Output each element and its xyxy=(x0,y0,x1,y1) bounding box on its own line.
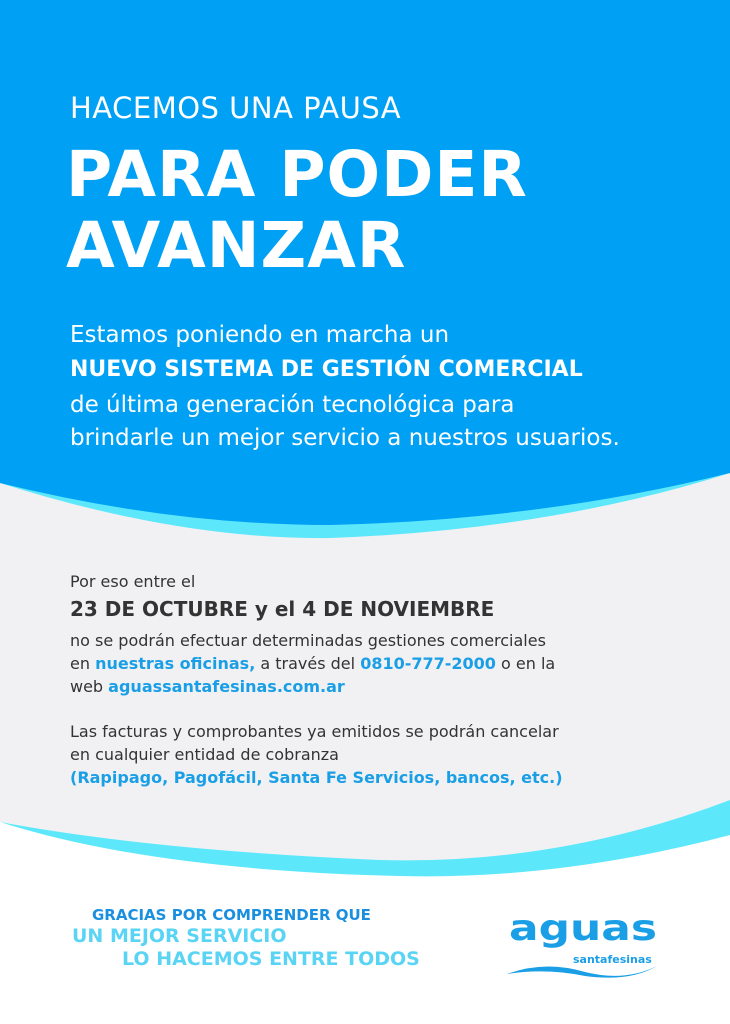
text: en xyxy=(70,654,96,673)
text: a través del xyxy=(255,654,361,673)
text: o en la xyxy=(495,654,556,673)
intro-line-3: de última generación tecnológica para xyxy=(70,392,515,418)
notice-dates: 23 DE OCTUBRE y el 4 DE NOVIEMBRE xyxy=(70,597,495,621)
notice-line-2 xyxy=(70,655,555,673)
logo-wave-icon xyxy=(507,966,657,978)
notice-line-1: no se podrán efectuar determinadas gestiones comerciales xyxy=(70,631,546,650)
notice-line-3 xyxy=(70,678,345,696)
headline-line-2: AVANZAR xyxy=(66,209,407,282)
headline-line-1: PARA PODER xyxy=(66,138,528,211)
thanks-line-2: UN MEJOR SERVICIO xyxy=(72,925,287,947)
logo-main-text: aguas xyxy=(509,908,657,949)
thanks-line-1: GRACIAS POR COMPRENDER QUE xyxy=(92,906,371,924)
intro-system-name: NUEVO SISTEMA DE GESTIÓN COMERCIAL xyxy=(70,357,583,382)
aguas-santafesinas-logo xyxy=(505,906,665,980)
offices-link[interactable]: nuestras oficinas, xyxy=(95,654,256,673)
website-link[interactable]: aguassantafesinas.com.ar xyxy=(108,677,345,696)
text: web xyxy=(70,677,109,696)
phone-number[interactable]: 0810-777-2000 xyxy=(360,654,496,673)
kicker-heading: HACEMOS UNA PAUSA xyxy=(70,91,402,125)
intro-line-4: brindarle un mejor servicio a nuestros usuarios. xyxy=(70,425,620,451)
payments-line-1: Las facturas y comprobantes ya emitidos se podrán cancelar xyxy=(70,722,559,741)
payments-line-2: en cualquier entidad de cobranza xyxy=(70,745,339,764)
notice-lead: Por eso entre el xyxy=(70,572,196,591)
logo-sub-text: santafesinas xyxy=(573,953,652,966)
payments-entities: (Rapipago, Pagofácil, Santa Fe Servicios, bancos, etc.) xyxy=(70,768,563,787)
intro-line-1: Estamos poniendo en marcha un xyxy=(70,322,450,348)
thanks-line-3: LO HACEMOS ENTRE TODOS xyxy=(122,948,420,970)
